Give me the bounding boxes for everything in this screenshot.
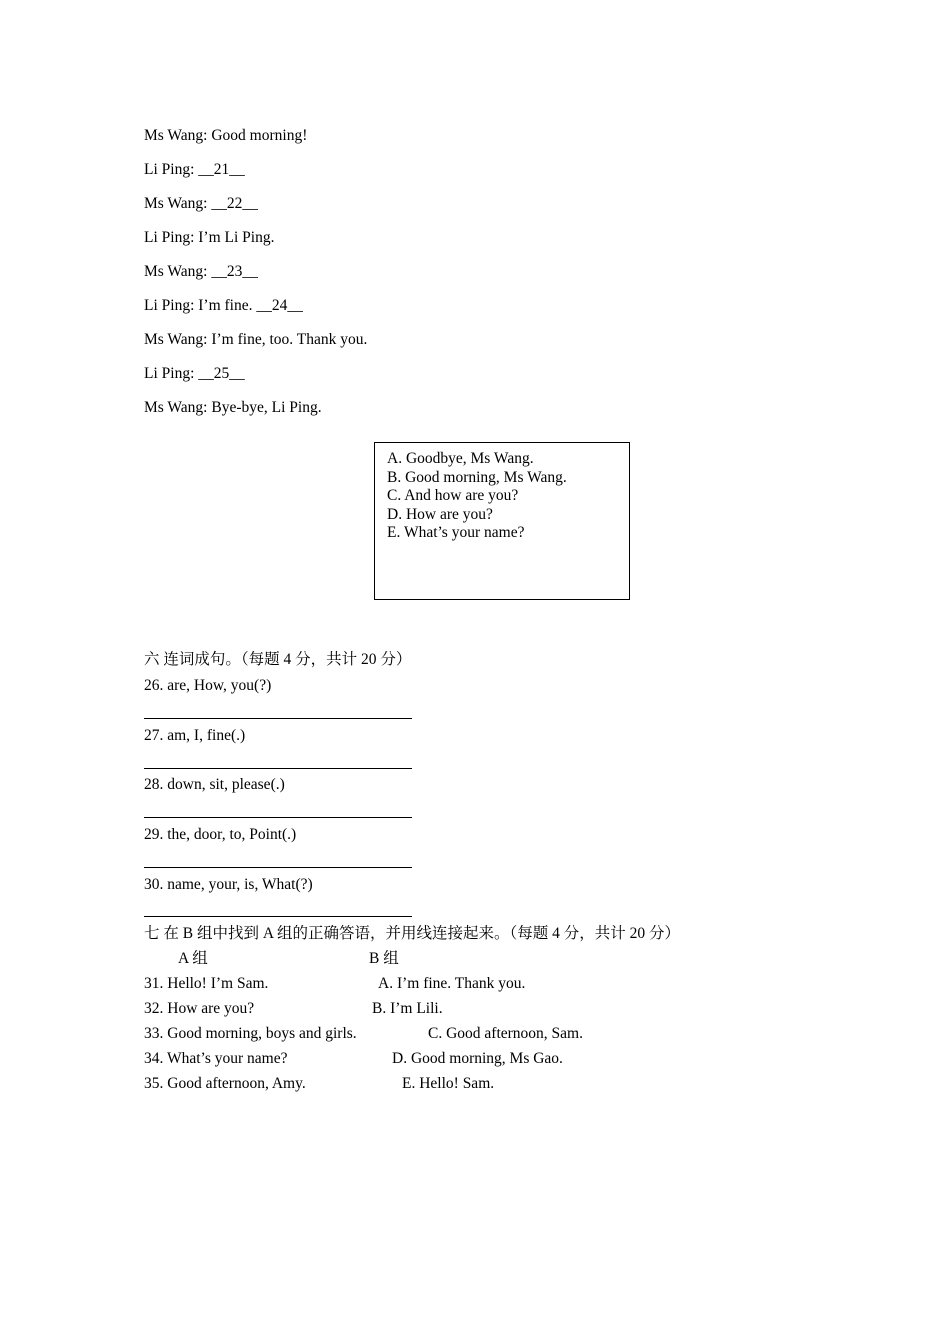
group-a-item: 35. Good afternoon, Amy.: [144, 1075, 306, 1092]
question-item: 28. down, sit, please(.): [144, 776, 285, 793]
group-a-item: 34. What’s your name?: [144, 1050, 288, 1067]
question-item: 29. the, door, to, Point(.): [144, 826, 297, 843]
option-item: B. Good morning, Ms Wang.: [387, 468, 567, 486]
group-a-item: 32. How are you?: [144, 1000, 255, 1017]
option-item: A. Goodbye, Ms Wang.: [387, 450, 534, 467]
group-b-item: A. I’m fine. Thank you.: [378, 975, 526, 992]
options-box: [374, 442, 630, 600]
section-six-title: 六 连词成句。（每题 4 分，共计 20 分）: [144, 651, 412, 668]
dialogue-line: Ms Wang: Bye-bye, Li Ping.: [144, 399, 322, 416]
group-b-item: C. Good afternoon, Sam.: [428, 1025, 583, 1042]
dialogue-line: Ms Wang: __23__: [144, 263, 258, 280]
group-b-item: B. I’m Lili.: [372, 1000, 443, 1017]
dialogue-line: Li Ping: __25__: [144, 365, 245, 382]
group-b-item: E. Hello! Sam.: [402, 1075, 495, 1092]
group-a-item: 33. Good morning, boys and girls.: [144, 1025, 357, 1042]
group-a-label: A 组: [178, 950, 208, 967]
question-item: 30. name, your, is, What(?): [144, 876, 313, 893]
option-item: D. How are you?: [387, 505, 493, 523]
answer-line[interactable]: [144, 867, 412, 868]
dialogue-line: Li Ping: I’m Li Ping.: [144, 229, 275, 246]
answer-line[interactable]: [144, 817, 412, 818]
group-b-item: D. Good morning, Ms Gao.: [392, 1050, 563, 1067]
dialogue-line: Li Ping: I’m fine. __24__: [144, 297, 303, 314]
dialogue-line: Li Ping: __21__: [144, 161, 245, 178]
group-b-label: B 组: [369, 950, 399, 967]
answer-line[interactable]: [144, 718, 412, 719]
dialogue-line: Ms Wang: Good morning!: [144, 127, 308, 144]
answer-line[interactable]: [144, 916, 412, 917]
question-item: 27. am, I, fine(.): [144, 727, 246, 744]
option-item: E. What’s your name?: [387, 524, 525, 541]
group-a-item: 31. Hello! I’m Sam.: [144, 975, 269, 992]
dialogue-line: Ms Wang: I’m fine, too. Thank you.: [144, 331, 368, 348]
answer-line[interactable]: [144, 768, 412, 769]
option-item: C. And how are you?: [387, 487, 519, 504]
section-seven-title: 七 在 B 组中找到 A 组的正确答语，并用线连接起来。（每题 4 分，共计 20 分）: [144, 925, 681, 942]
question-item: 26. are, How, you(?): [144, 677, 272, 694]
dialogue-line: Ms Wang: __22__: [144, 195, 258, 212]
